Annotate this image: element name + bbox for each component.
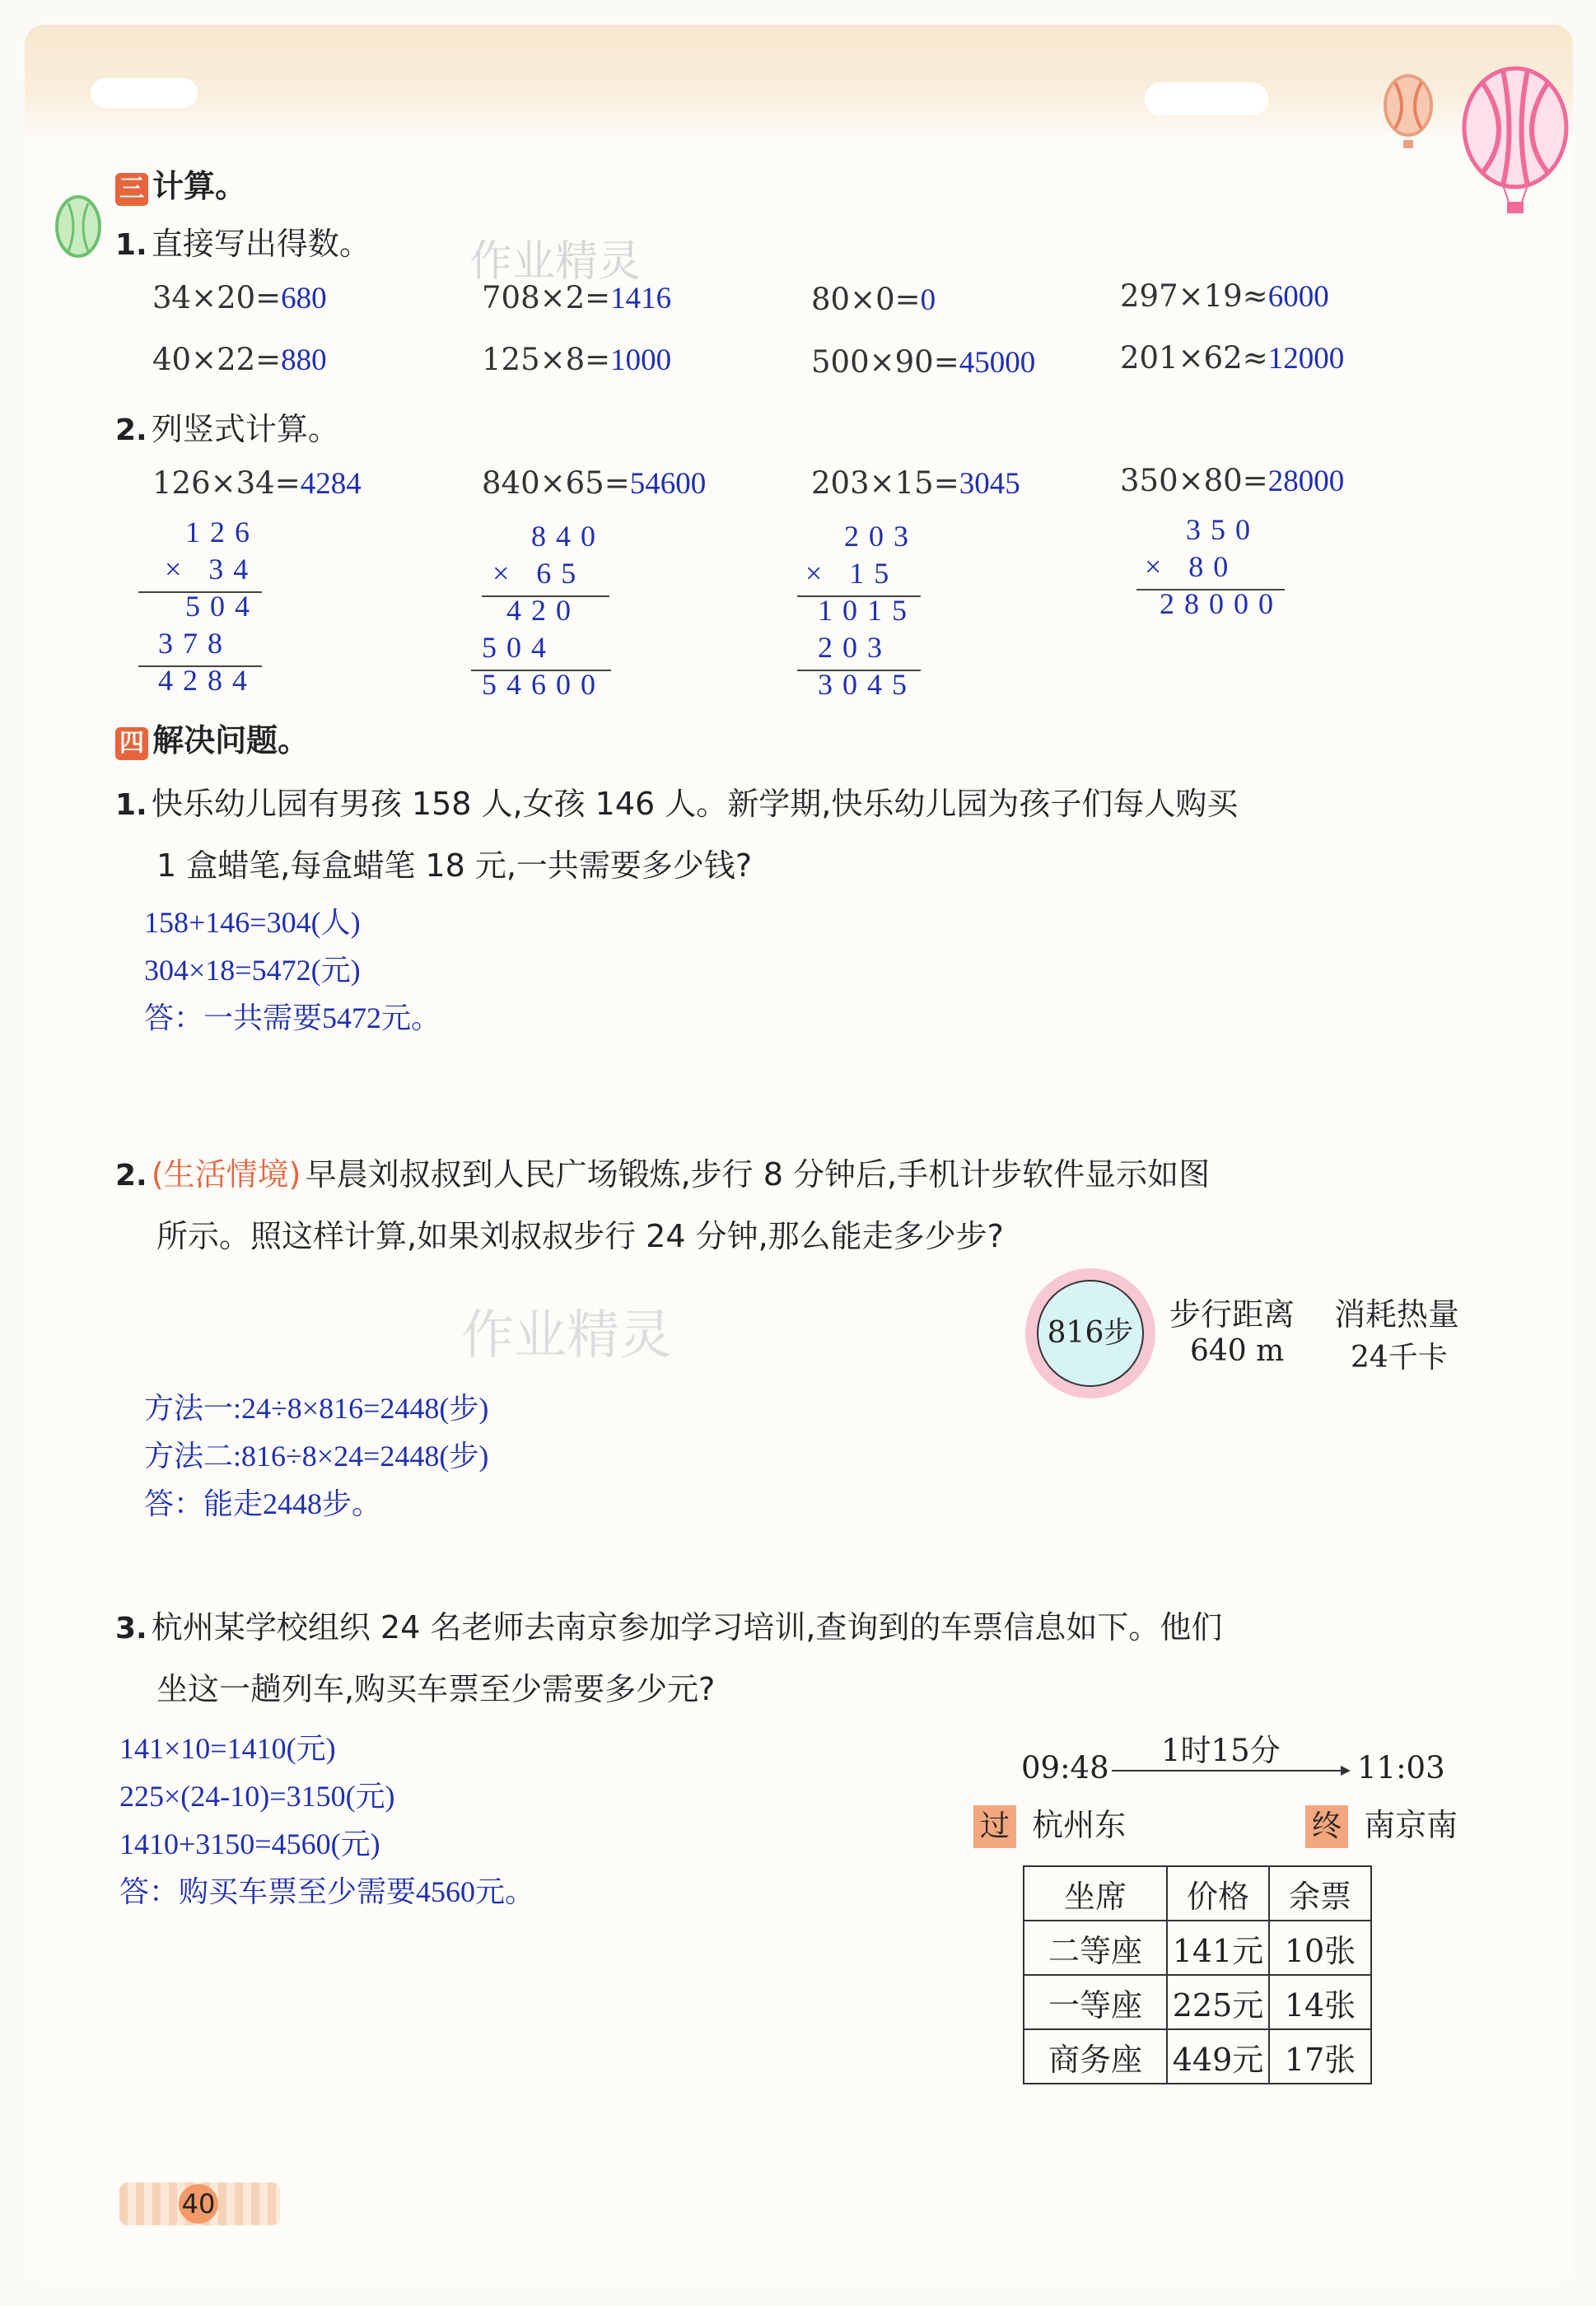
table-header-cell: 余票 bbox=[1269, 1866, 1371, 1921]
watermark: 作业精灵 bbox=[461, 1305, 672, 1366]
problem-1-line2: 1 盒蜡笔,每盒蜡笔 18 元,一共需要多少钱? bbox=[156, 847, 753, 884]
vertical-row: 378 bbox=[158, 627, 232, 660]
answer-line: 158+146=304(人) bbox=[144, 906, 361, 939]
arrow-right-icon bbox=[1112, 1762, 1351, 1779]
table-cell: 14张 bbox=[1269, 1975, 1371, 2029]
table-row bbox=[1024, 1975, 1371, 2029]
vertical-row: 420 bbox=[506, 594, 581, 627]
watermark: 作业精灵 bbox=[469, 237, 642, 287]
section-mark: 三 bbox=[115, 173, 148, 206]
answer-line: 225×(24-10)=3150(元) bbox=[119, 1780, 395, 1813]
section-title-solve bbox=[115, 715, 309, 760]
direct-calc: 80×0=0 bbox=[811, 282, 936, 317]
answer-line: 141×10=1410(元) bbox=[119, 1732, 336, 1765]
depart-time: 09:48 bbox=[1021, 1750, 1109, 1786]
vertical-row: 203 bbox=[844, 520, 918, 553]
departure-station bbox=[973, 1800, 1126, 1848]
header-band bbox=[25, 25, 1573, 140]
vertical-row: 504 bbox=[482, 631, 556, 664]
direct-calc: 708×2=1416 bbox=[482, 280, 672, 315]
answer-line: 答：能走2448步。 bbox=[144, 1487, 382, 1520]
context-tag: (生活情境) bbox=[151, 1156, 301, 1193]
step-count: 816步 bbox=[1037, 1280, 1144, 1387]
page-number-badge bbox=[119, 2182, 280, 2225]
question-text: 列竖式计算。 bbox=[151, 411, 339, 447]
vertical-row: × 34 bbox=[165, 553, 259, 586]
vertical-row: 54600 bbox=[482, 668, 605, 701]
vertical-calc-expr: 350×80=28000 bbox=[1120, 463, 1345, 498]
table-header-cell: 坐席 bbox=[1024, 1866, 1167, 1921]
question-text: 杭州某学校组织 24 名老师去南京参加学习培训,查询到的车票信息如下。他们 bbox=[151, 1609, 1223, 1645]
section-mark: 四 bbox=[115, 727, 148, 760]
distance-label: 步行距离 bbox=[1169, 1296, 1295, 1333]
question-text: 直接写出得数。 bbox=[151, 226, 371, 262]
step-counter-ring bbox=[1025, 1268, 1155, 1398]
vertical-calc-expr: 126×34=4284 bbox=[152, 465, 362, 501]
answer-line: 答：购买车票至少需要4560元。 bbox=[119, 1875, 535, 1908]
question-number: 2. bbox=[115, 413, 147, 447]
cloud-decoration bbox=[1145, 82, 1268, 115]
table-cell: 141元 bbox=[1167, 1921, 1269, 1975]
table-header-cell: 价格 bbox=[1167, 1866, 1269, 1921]
question-text: 快乐幼儿园有男孩 158 人,女孩 146 人。新学期,快乐幼儿园为孩子们每人购买 bbox=[151, 786, 1239, 822]
table-cell: 商务座 bbox=[1024, 2029, 1167, 2084]
station-name: 杭州东 bbox=[1032, 1807, 1127, 1843]
calorie-label: 消耗热量 bbox=[1334, 1296, 1460, 1333]
arrive-time: 11:03 bbox=[1357, 1750, 1445, 1786]
direct-calc: 40×22=880 bbox=[152, 342, 327, 377]
vertical-row: 28000 bbox=[1160, 587, 1283, 620]
question-number: 1. bbox=[115, 788, 147, 822]
direct-calc: 125×8=1000 bbox=[482, 342, 672, 377]
leaf-decoration-icon bbox=[45, 194, 111, 276]
answer-line: 方法二:816÷8×24=2448(步) bbox=[144, 1440, 489, 1473]
balloon-decoration-icon bbox=[1359, 58, 1573, 222]
section-title: 计算。 bbox=[152, 168, 247, 204]
vertical-row: 1015 bbox=[818, 594, 917, 627]
vertical-calc-expr: 840×65=54600 bbox=[482, 465, 707, 501]
vertical-row: 4284 bbox=[158, 664, 257, 697]
problem-1-line1 bbox=[115, 778, 1238, 824]
direct-calc: 201×62≈12000 bbox=[1120, 340, 1345, 376]
answer-line: 答：一共需要5472元。 bbox=[144, 1001, 441, 1034]
vertical-row: 504 bbox=[185, 590, 259, 623]
vertical-row: 840 bbox=[531, 520, 605, 553]
table-row bbox=[1024, 2029, 1371, 2084]
trip-duration: 1时15分 bbox=[1161, 1733, 1281, 1768]
direct-calc: 500×90=45000 bbox=[811, 344, 1036, 380]
problem-2-line2: 所示。照这样计算,如果刘叔叔步行 24 分钟,那么能走多少步? bbox=[156, 1218, 1004, 1254]
answer-line: 方法一:24÷8×816=2448(步) bbox=[144, 1392, 489, 1425]
vertical-row: 3045 bbox=[818, 668, 917, 701]
table-cell: 一等座 bbox=[1024, 1975, 1167, 2029]
vertical-row: 203 bbox=[818, 631, 892, 664]
question-vertical bbox=[115, 404, 339, 449]
problem-3-line1 bbox=[115, 1602, 1222, 1647]
vertical-row: 126 bbox=[185, 516, 259, 548]
vertical-row: × 80 bbox=[1145, 550, 1239, 583]
direct-calc: 297×19≈6000 bbox=[1120, 278, 1329, 314]
table-row bbox=[1024, 1921, 1371, 1975]
page-number: 40 bbox=[179, 2184, 218, 2224]
section-title: 解决问题。 bbox=[152, 722, 310, 759]
answer-line: 304×18=5472(元) bbox=[144, 954, 361, 987]
answer-line: 1410+3150=4560(元) bbox=[119, 1828, 380, 1860]
question-number: 2. bbox=[115, 1159, 147, 1193]
direct-calc: 34×20=680 bbox=[152, 280, 327, 315]
table-cell: 10张 bbox=[1269, 1921, 1371, 1975]
problem-2-line1 bbox=[115, 1149, 1210, 1194]
calorie-value: 24千卡 bbox=[1351, 1341, 1448, 1375]
cloud-decoration bbox=[91, 78, 198, 108]
problem-3-line2: 坐这一趟列车,购买车票至少需要多少元? bbox=[156, 1671, 716, 1707]
table-cell: 17张 bbox=[1269, 2029, 1371, 2084]
question-number: 1. bbox=[115, 228, 147, 262]
station-tag: 过 bbox=[973, 1805, 1016, 1848]
table-cell: 449元 bbox=[1167, 2029, 1269, 2084]
station-name: 南京南 bbox=[1364, 1807, 1458, 1843]
vertical-row: 350 bbox=[1186, 513, 1260, 546]
table-cell: 225元 bbox=[1167, 1975, 1269, 2029]
question-text: 早晨刘叔叔到人民广场锻炼,步行 8 分钟后,手机计步软件显示如图 bbox=[305, 1156, 1211, 1193]
question-number: 3. bbox=[115, 1612, 147, 1645]
arrival-station bbox=[1305, 1800, 1458, 1848]
question-direct bbox=[115, 218, 371, 264]
table-cell: 二等座 bbox=[1024, 1921, 1167, 1975]
vertical-calc-expr: 203×15=3045 bbox=[811, 465, 1020, 501]
vertical-row: × 65 bbox=[492, 557, 586, 590]
distance-value: 640 m bbox=[1190, 1334, 1285, 1368]
section-title-compute bbox=[115, 161, 246, 206]
ticket-table bbox=[1023, 1865, 1372, 2084]
vertical-row: × 15 bbox=[805, 557, 899, 590]
station-tag: 终 bbox=[1305, 1805, 1348, 1848]
table-header-row bbox=[1024, 1866, 1371, 1921]
